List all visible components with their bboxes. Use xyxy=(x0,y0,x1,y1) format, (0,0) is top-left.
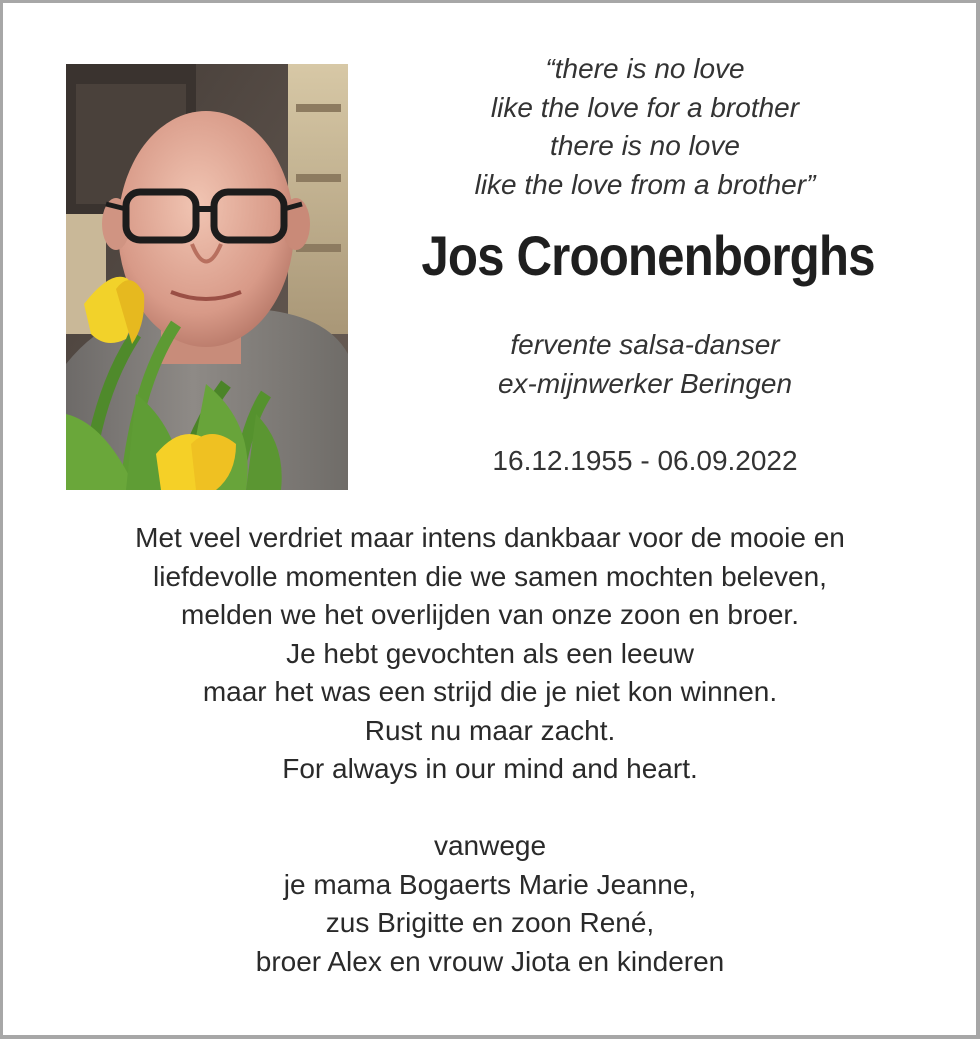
signoff-line: vanwege xyxy=(433,830,547,861)
quote-line: there is no love xyxy=(550,130,740,161)
message-line: liefdevolle momenten die we samen mochten beleven, xyxy=(153,560,827,592)
message-block xyxy=(40,519,940,789)
quote-line: like the love from a brother” xyxy=(474,168,816,200)
quote-block xyxy=(380,50,910,204)
role-line: ex-mijnwerker Beringen xyxy=(497,368,793,399)
quote-line: like the love for a brother xyxy=(490,91,800,123)
message-line: Je hebt gevochten als een leeuw xyxy=(286,637,694,669)
deceased-name: Jos Croonenborghs xyxy=(421,224,875,287)
signoff-block xyxy=(40,827,940,981)
signoff-line: je mama Bogaerts Marie Jeanne, xyxy=(283,868,697,900)
message-line: Met veel verdriet maar intens dankbaar voor de mooie en xyxy=(135,522,845,553)
signoff-line: zus Brigitte en zoon René, xyxy=(325,907,655,938)
message-line: Rust nu maar zacht. xyxy=(364,714,616,746)
signoff-line: broer Alex en vrouw Jiota en kinderen xyxy=(255,945,725,977)
portrait-photo xyxy=(66,64,348,490)
quote-line: “there is no love xyxy=(545,53,745,84)
life-dates: 16.12.1955 - 06.09.2022 xyxy=(492,445,798,476)
message-line: For always in our mind and heart. xyxy=(282,753,698,784)
role-line: fervente salsa-danser xyxy=(510,329,780,360)
portrait-photo-icon xyxy=(66,64,348,490)
roles-block xyxy=(380,325,910,403)
message-line: melden we het overlijden van onze zoon en broer. xyxy=(181,599,799,630)
message-line: maar het was een strijd die je niet kon winnen. xyxy=(202,676,778,707)
